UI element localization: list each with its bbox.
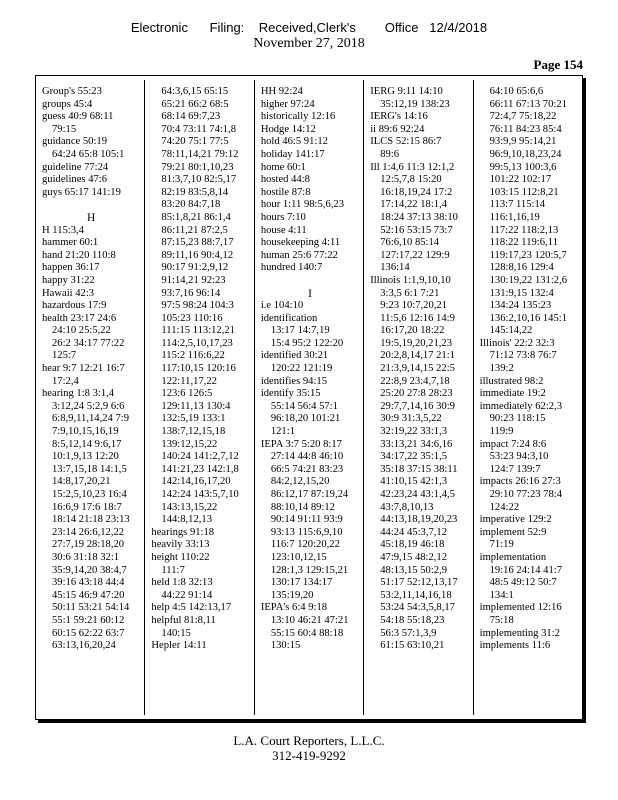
index-entry-continuation: 140:24 141:2,7,12 [161, 451, 239, 463]
index-entry-continuation: 47:9,15 48:2,12 [380, 551, 448, 563]
index-entry: IERG 9:11 14:10 [370, 86, 443, 97]
index-entry-continuation: 103:15 112:8,21 [489, 186, 559, 198]
index-entry-continuation: 119:17,23 120:5,7 [489, 249, 567, 261]
index-entry-continuation: 7:9,10,15,16,19 [52, 426, 119, 438]
index-entry: hours 7:10 [260, 211, 306, 223]
index-entry: guidance 50:19 [42, 136, 108, 148]
index-entry-continuation: 53:2,11,14,16,18 [380, 589, 452, 601]
index-entry-continuation: 130:15 [270, 640, 301, 652]
index-entry: heavily 33:13 [151, 539, 210, 551]
index-entry-continuation: 123:6 126:5 [161, 388, 213, 400]
page-header [0, 20, 618, 52]
index-column-1 [36, 80, 145, 715]
index-entry-continuation: 18:14 21:18 23:13 [52, 514, 130, 526]
index-entry-continuation: 83:20 84:7,18 [161, 199, 221, 211]
index-entry-continuation: 81:3,7,10 82:5,17 [161, 174, 237, 186]
page-number: Page 154 [533, 57, 583, 72]
index-entry-continuation: 140:15 [161, 627, 191, 639]
index-entry-continuation: 66:5 74:21 83:23 [270, 463, 344, 475]
transcript-date: November 27, 2018 [253, 36, 365, 51]
section-letter: I [308, 287, 312, 300]
index-entry-continuation: 70:4 73:11 74:1,8 [161, 123, 237, 135]
index-entry-continuation: 136:2,10,16 145:1 [489, 312, 568, 324]
index-entry-continuation: 111:7 [161, 564, 185, 576]
index-entry-continuation: 139:12,15,22 [161, 438, 218, 450]
index-entry-continuation: 87:15,23 88:7,17 [161, 237, 234, 249]
index-entry-continuation: 105:23 110:16 [161, 312, 223, 324]
index-entry: impacts 26:16 27:3 [479, 476, 561, 488]
index-entry-continuation: 48:13,15 50:2,9 [380, 564, 448, 576]
index-entry: HH 92:24 [260, 86, 303, 97]
index-entry-continuation: 91:14,21 92:23 [161, 274, 226, 286]
index-entry-continuation: 136:14 [380, 262, 410, 274]
index-entry-continuation: 96:18,20 101:21 [270, 413, 341, 425]
index-entry-continuation: 130:17 134:17 [270, 577, 333, 589]
index-entry-continuation: 16:18,19,24 17:2 [380, 186, 453, 198]
index-entry-continuation: 86:12,17 87:19,24 [270, 489, 349, 500]
index-entry-continuation: 89:11,16 90:4,12 [161, 249, 234, 261]
index-entry: historically 12:16 [260, 111, 336, 123]
index-entry-continuation: 11:5,6 12:16 14:9 [380, 312, 455, 324]
section-letter: H [87, 211, 96, 224]
index-entry: hand 21:20 110:8 [42, 249, 116, 261]
index-entry-continuation: 55:15 60:4 88:18 [270, 627, 344, 639]
index-entry-continuation: 111:15 113:12,21 [161, 325, 235, 337]
index-entry: human 25:6 77:22 [260, 249, 338, 261]
index-entry-continuation: 39:16 43:18 44:4 [52, 577, 125, 589]
index-entry: happen 36:17 [42, 262, 100, 274]
index-entry-continuation: 13:7,15,18 14:1,5 [52, 463, 127, 475]
page-footer [0, 733, 618, 763]
index-entry-continuation: 76:11 84:23 85:4 [489, 123, 562, 135]
index-entry-continuation: 71:19 [489, 539, 514, 551]
index-entry-continuation: 48:5 49:12 50:7 [489, 577, 557, 589]
index-entry-continuation: 32:19,22 33:1,3 [380, 426, 448, 438]
index-entry: implementation [479, 551, 547, 563]
index-entry-continuation: 44:24 45:3,7,12 [380, 526, 448, 538]
index-entry: i.e 104:10 [260, 300, 304, 312]
index-entry: implement 52:9 [479, 526, 547, 538]
index-entry-continuation: 63:13,16,20,24 [52, 640, 116, 652]
index-entry-continuation: 85:1,8,21 86:1,4 [161, 211, 231, 223]
index-entry-continuation: 130:19,22 131:2,6 [489, 274, 568, 286]
index-entry-continuation: 17:14,22 18:1,4 [380, 199, 448, 211]
index-entry-continuation: 116:7 120:20,22 [270, 539, 340, 551]
index-entry-continuation: 29:10 77:23 78:4 [489, 489, 563, 500]
index-entry-continuation: 50:11 53:21 54:14 [52, 602, 130, 614]
index-entry: impact 7:24 8:6 [479, 438, 547, 450]
index-entry: identification [260, 312, 318, 324]
index-entry-continuation: 35:12,19 138:23 [380, 98, 450, 110]
index-entry-continuation: 71:12 73:8 76:7 [489, 350, 557, 362]
index-entry-continuation: 89:6 [380, 148, 400, 160]
index-entry-continuation: 144:8,12,13 [161, 514, 213, 526]
index-entry: Illinois' 22:2 32:3 [479, 337, 555, 349]
index-entry-continuation: 93:13 115:6,9,10 [270, 526, 343, 538]
index-entry: holiday 141:17 [260, 148, 325, 160]
index-entry: held 1:8 32:13 [151, 577, 213, 589]
index-entry: help 4:5 142:13,17 [151, 602, 232, 614]
index-entry-continuation: 132:5,19 133:1 [161, 413, 226, 425]
index-entry-continuation: 134:1 [489, 589, 514, 601]
index-entry-continuation: 27:14 44:8 46:10 [270, 451, 344, 463]
index-entry-continuation: 54:18 55:18,23 [380, 614, 445, 626]
index-entry-continuation: 75:18 [489, 614, 514, 626]
index-entry-continuation: 78:11,14,21 79:12 [161, 148, 239, 160]
index-entry: housekeeping 4:11 [260, 237, 341, 249]
index-entry-continuation: 74:20 75:1 77:5 [161, 136, 229, 148]
index-entry-continuation: 15:4 95:2 122:20 [270, 337, 344, 349]
index-entry-continuation: 26:2 34:17 77:22 [52, 337, 125, 349]
index-entry-continuation: 30:6 31:18 32:1 [52, 551, 120, 563]
index-entry-continuation: 135:19,20 [270, 589, 314, 601]
index-entry-continuation: 64:10 65:6,6 [489, 86, 544, 97]
index-entry-continuation: 84:2,12,15,20 [270, 476, 330, 488]
index-entry-continuation: 139:2 [489, 363, 514, 375]
index-entry-continuation: 64:24 65:8 105:1 [52, 148, 125, 160]
index-entry: Hepler 14:11 [151, 640, 207, 652]
index-entry-continuation: 44:22 91:14 [161, 589, 213, 601]
index-entry-continuation: 90:23 118:15 [489, 413, 546, 425]
word-index-table [35, 75, 583, 720]
index-entry: hosted 44:8 [260, 174, 310, 186]
index-entry-continuation: 117:10,15 120:16 [161, 363, 236, 375]
index-entry-continuation: 134:24 135:23 [489, 300, 552, 312]
index-entry: implemented 12:16 [479, 602, 562, 614]
index-entry-continuation: 138:7,12,15,18 [161, 426, 226, 438]
index-entry-continuation: 35:18 37:15 38:11 [380, 463, 458, 475]
index-entry-continuation: 52:16 53:15 73:7 [380, 224, 453, 236]
index-entry-continuation: 16:6,9 17:6 18:7 [52, 501, 122, 513]
index-entry: guys 65:17 141:19 [42, 186, 121, 198]
index-entry-continuation: 15:2,5,10,23 16:4 [52, 489, 127, 500]
index-entry-continuation: 55:1 59:21 60:12 [52, 614, 125, 626]
index-entry-continuation: 9:23 10:7,20,21 [380, 300, 448, 312]
index-entry-continuation: 56:3 57:1,3,9 [380, 627, 437, 639]
index-entry-continuation: 3:3,5 6:1 7:21 [380, 287, 440, 299]
index-entry-continuation: 41:10,15 42:1,3 [380, 476, 448, 488]
index-entry: ii 89:6 92:24 [370, 123, 425, 135]
index-entry-continuation: 18:24 37:13 38:10 [380, 211, 458, 223]
index-entry-continuation: 20:2,8,14,17 21:1 [380, 350, 455, 362]
index-entry-continuation: 51:17 52:12,13,17 [380, 577, 458, 589]
index-entry-continuation: 79:21 80:1,10,23 [161, 161, 234, 173]
index-entry-continuation: 45:18,19 46:18 [380, 539, 445, 551]
index-entry-continuation: 19:16 24:14 41:7 [489, 564, 563, 576]
index-entry-continuation: 13:17 14:7,19 [270, 325, 330, 337]
index-entry-continuation: 6:8,9,11,14,24 7:9 [52, 413, 130, 425]
reporter-company: L.A. Court Reporters, L.L.C. [233, 733, 385, 748]
index-entry: identify 35:15 [260, 388, 321, 400]
index-column-2 [145, 80, 254, 715]
index-entry-continuation: 86:11,21 87:2,5 [161, 224, 228, 236]
index-entry-continuation: 122:11,17,22 [161, 375, 217, 387]
index-entry-continuation: 117:22 118:2,13 [489, 224, 559, 236]
index-entry-continuation: 119:9 [489, 426, 514, 438]
blank-line [42, 199, 140, 212]
index-entry-continuation: 90:14 91:11 93:9 [270, 514, 343, 526]
index-entry-continuation: 72:4,7 75:18,22 [489, 111, 557, 123]
index-entry-continuation: 101:22 102:17 [489, 174, 552, 186]
index-entry-continuation: 12:5,7,8 15:20 [380, 174, 442, 186]
index-entry-continuation: 27:7,19 28:18,20 [52, 539, 125, 551]
index-entry-continuation: 114:2,5,10,17,23 [161, 337, 233, 349]
index-entry: home 60:1 [260, 161, 306, 173]
index-entry: guess 40:9 68:11 [42, 111, 114, 123]
index-entry-continuation: 88:10,14 89:12 [270, 501, 335, 513]
index-entry-continuation: 99:5,13 100:3,6 [489, 161, 557, 173]
index-entry-continuation: 93:9,9 95:14,21 [489, 136, 557, 148]
index-entry-continuation: 25:20 27:8 28:23 [380, 388, 453, 400]
index-entry-continuation: 43:7,8,10,13 [380, 501, 434, 513]
index-entry: Illinois 1:1,9,10,10 [370, 274, 451, 286]
index-entry: immediately 62:2,3 [479, 400, 563, 412]
blank-line [261, 275, 359, 288]
index-entry-continuation: 129:11,13 130:4 [161, 400, 231, 412]
index-entry: hearings 91:18 [151, 526, 215, 538]
index-entry-continuation: 17:2,4 [52, 375, 79, 387]
index-entry-continuation: 128:8,16 129:4 [489, 262, 554, 274]
index-entry: immediate 19:2 [479, 388, 546, 400]
index-entry: hostile 87:8 [260, 186, 311, 198]
index-entry-continuation: 16:17,20 18:22 [380, 325, 445, 337]
index-entry-continuation: 65:21 66:2 68:5 [161, 98, 229, 110]
index-entry: happy 31:22 [42, 274, 95, 286]
index-entry-continuation: 120:22 121:19 [270, 363, 333, 375]
index-entry: health 23:17 24:6 [42, 312, 117, 324]
index-entry-continuation: 24:10 25:5,22 [52, 325, 111, 337]
index-entry-continuation: 66:11 67:13 70:21 [489, 98, 567, 110]
index-entry: Hodge 14:12 [260, 123, 316, 135]
index-entry-continuation: 22:8,9 23:4,7,18 [380, 375, 450, 387]
index-entry-continuation: 13:10 46:21 47:21 [270, 614, 349, 626]
index-entry: identified 30:21 [260, 350, 329, 362]
index-entry: Group's 55:23 [42, 86, 102, 97]
index-entry-continuation: 128:1,3 129:15,21 [270, 564, 349, 576]
index-entry-continuation: 76:6,10 85:14 [380, 237, 440, 249]
index-entry-continuation: 124:7 139:7 [489, 463, 541, 475]
index-entry-continuation: 118:22 119:6,11 [489, 237, 558, 249]
index-entry: ILCS 52:15 86:7 [370, 136, 442, 148]
index-entry-continuation: 123:10,12,15 [270, 551, 327, 563]
index-entry: implements 11:6 [479, 640, 551, 652]
index-entry-continuation: 141:21,23 142:1,8 [161, 463, 239, 475]
index-entry-continuation: 29:7,7,14,16 30:9 [380, 400, 455, 412]
index-entry: hundred 140:7 [260, 262, 323, 274]
index-entry-continuation: 97:5 98:24 104:3 [161, 300, 234, 312]
index-entry-continuation: 145:14,22 [489, 325, 533, 337]
index-entry: Hawaii 42:3 [42, 287, 95, 299]
index-entry-continuation: 45:15 46:9 47:20 [52, 589, 125, 601]
index-entry-continuation: 35:9,14,20 38:4,7 [52, 564, 127, 576]
index-entry: IEPA's 6:4 9:18 [260, 602, 328, 614]
index-entry-continuation: 33:13,21 34:6,16 [380, 438, 453, 450]
index-column-4 [364, 80, 473, 715]
index-entry-continuation: 82:19 83:5,8,14 [161, 186, 229, 198]
index-entry: hearing 1:8 3:1,4 [42, 388, 115, 400]
index-entry: helpful 81:8,11 [151, 614, 216, 626]
index-entry-continuation: 21:3,9,14,15 22:5 [380, 363, 455, 375]
index-entry-continuation: 60:15 62:22 63:7 [52, 627, 125, 639]
index-entry-continuation: 125:7 [52, 350, 77, 362]
index-entry-continuation: 113:7 115:14 [489, 199, 546, 211]
index-entry-continuation: 53:24 54:3,5,8,17 [380, 602, 455, 614]
index-entry-continuation: 68:14 69:7,23 [161, 111, 221, 123]
index-entry-continuation: 90:17 91:2,9,12 [161, 262, 229, 274]
index-entry-continuation: 19:5,19,20,21,23 [380, 337, 453, 349]
index-entry-continuation: 115:2 116:6,22 [161, 350, 225, 362]
index-entry-continuation: 55:14 56:4 57:1 [270, 400, 338, 412]
index-entry: IERG's 14:16 [370, 111, 428, 123]
index-entry: groups 45:4 [42, 98, 93, 110]
index-entry-continuation: 53:23 94:3,10 [489, 451, 549, 463]
index-entry: Ill 1:4,6 11:3 12:1,2 [370, 161, 455, 173]
reporter-phone: 312-419-9292 [272, 748, 346, 763]
index-entry: hear 9:7 12:21 16:7 [42, 363, 125, 375]
index-entry: hold 46:5 91:12 [260, 136, 328, 148]
index-entry: height 110:22 [151, 551, 210, 563]
index-entry: guideline 77:24 [42, 161, 109, 173]
index-entry-continuation: 34:17,22 35:1,5 [380, 451, 448, 463]
index-entry-continuation: 42:23,24 43:1,4,5 [380, 489, 455, 500]
index-entry-continuation: 79:15 [52, 123, 77, 135]
index-entry-continuation: 131:9,15 132:4 [489, 287, 554, 299]
index-entry-continuation: 121:1 [270, 426, 295, 438]
index-entry-continuation: 124:22 [489, 501, 520, 513]
index-entry-continuation: 64:3,6,15 65:15 [161, 86, 229, 97]
index-entry-continuation: 96:9,10,18,23,24 [489, 148, 562, 160]
index-entry: illustrated 98:2 [479, 375, 544, 387]
index-entry-continuation: 14:8,17,20,21 [52, 476, 111, 488]
index-entry-continuation: 10:1,9,13 12:20 [52, 451, 119, 463]
index-entry-continuation: 142:14,16,17,20 [161, 476, 231, 488]
index-entry-continuation: 142:24 143:5,7,10 [161, 489, 239, 500]
index-entry-continuation: 61:15 63:10,21 [380, 640, 445, 652]
index-entry: hazardous 17:9 [42, 300, 107, 312]
index-entry-continuation: 143:13,15,22 [161, 501, 218, 513]
index-entry-continuation: 30:9 31:3,5,22 [380, 413, 442, 425]
index-column-3 [255, 80, 364, 715]
filing-stamp: Electronic Filing: Received,Clerk's Office 12/4/2018 [130, 20, 488, 35]
index-entry: implementing 31:2 [479, 627, 560, 639]
index-entry: identifies 94:15 [260, 375, 328, 387]
index-entry: house 4:11 [260, 224, 307, 236]
index-column-5 [474, 80, 582, 715]
index-entry: hour 1:11 98:5,6,23 [260, 199, 344, 211]
index-entry: H 115:3,4 [42, 224, 84, 236]
index-entry-continuation: 116:1,16,19 [489, 211, 540, 223]
index-entry: IEPA 3:7 5:20 8:17 [260, 438, 342, 450]
index-entry-continuation: 23:14 26:6,12,22 [52, 526, 125, 538]
index-entry: imperative 129:2 [479, 514, 552, 526]
index-entry-continuation: 8:5,12,14 9:6,17 [52, 438, 122, 450]
index-entry-continuation: 3:12,24 5:2,9 6:6 [52, 400, 125, 412]
index-entry: guidelines 47:6 [42, 174, 108, 186]
index-entry: higher 97:24 [260, 98, 315, 110]
index-entry-continuation: 127:17,22 129:9 [380, 249, 450, 261]
index-entry-continuation: 93:7,16 96:14 [161, 287, 221, 299]
index-entry-continuation: 44:13,18,19,20,23 [380, 514, 458, 526]
index-entry: hammer 60:1 [42, 237, 99, 249]
